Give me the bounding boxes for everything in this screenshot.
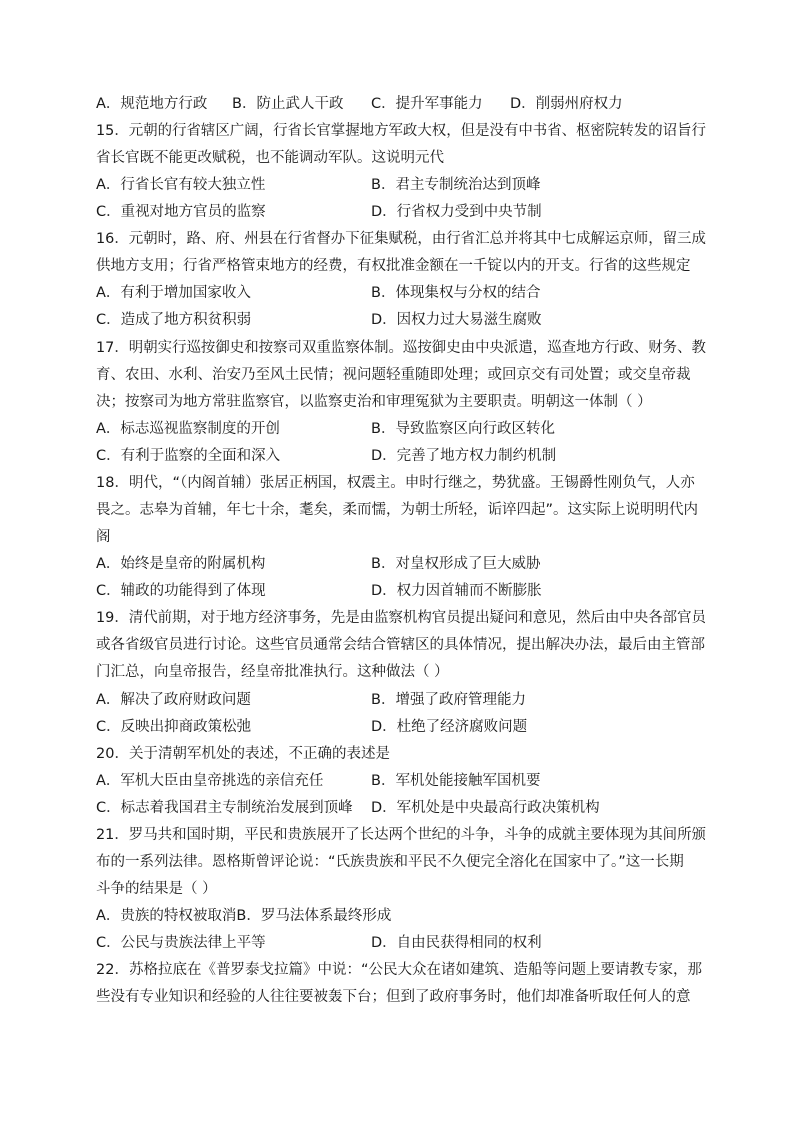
q18-stem-line: 18．明代，“（内阁首辅）张居正柄国，权震主。申时行继之，势犹盛。王锡爵性刚负气，人亦	[96, 475, 695, 491]
q17-option-c[interactable]: C．有利于监察的全面和深入	[96, 448, 281, 464]
q17-stem-line: 育、农田、水利、治安乃至风土民情；视问题轻重随即处理；或回京交有司处置；或交皇帝裁	[96, 367, 691, 383]
q20-option-a[interactable]: A．军机大臣由皇帝挑选的亲信充任	[96, 773, 324, 789]
q15-option-a[interactable]: A．行省长官有较大独立性	[96, 177, 266, 193]
q19-stem-line: 19．清代前期，对于地方经济事务，先是由监察机构官员提出疑问和意见，然后由中央各部官员	[96, 610, 706, 626]
q18-option-a[interactable]: A．始终是皇帝的附属机构	[96, 556, 266, 572]
q17-stem-line: 决；按察司为地方常驻监察官，以监察吏治和审理冤狱为主要职责。明朝这一体制（ ）	[96, 394, 652, 410]
q19-option-d[interactable]: D．杜绝了经济腐败问题	[371, 719, 528, 735]
q22-stem-line: 22．苏格拉底在《普罗泰戈拉篇》中说：“公民大众在诸如建筑、造船等问题上要请教专家，那	[96, 962, 702, 978]
q21-stem-line: 布的一系列法律。恩格斯曾评论说：“氏族贵族和平民不久便完全溶化在国家中了。”这一长期	[96, 854, 684, 870]
q18-stem-line: 畏之。志皋为首辅，年七十余，耄矣，柔而懦，为朝士所轻，诟谇四起”。这实际上说明明代内	[96, 502, 699, 518]
q18-option-d[interactable]: D．权力因首辅而不断膨胀	[371, 583, 542, 599]
q18-stem-line: 阁	[96, 529, 111, 545]
q15-stem-line: 省长官既不能更改赋税，也不能调动军队。这说明元代	[96, 150, 444, 166]
q21-stem-line: 21．罗马共和国时期，平民和贵族展开了长达两个世纪的斗争，斗争的成就主要体现为其间所颁	[96, 827, 706, 843]
q19-stem-line: 门汇总，向皇帝报告，经皇帝批准执行。这种做法（ ）	[96, 664, 449, 680]
q15-stem-line: 15．元朝的行省辖区广阔，行省长官掌握地方军政大权，但是没有中书省、枢密院转发的诏旨行	[96, 123, 706, 139]
q14-option-c[interactable]: C．提升军事能力	[371, 96, 483, 112]
q19-option-b[interactable]: B．增强了政府管理能力	[371, 692, 526, 708]
q15-option-b[interactable]: B．君主专制统治达到顶峰	[371, 177, 541, 193]
q15-option-d[interactable]: D．行省权力受到中央节制	[371, 204, 542, 220]
q18-option-c[interactable]: C．辅政的功能得到了体现	[96, 583, 266, 599]
q17-option-d[interactable]: D．完善了地方权力制约机制	[371, 448, 557, 464]
q19-stem-line: 或各省级官员进行讨论。这些官员通常会结合管辖区的具体情况，提出解决办法，最后由主管部	[96, 637, 705, 653]
q16-stem-line: 16．元朝时，路、府、州县在行省督办下征集赋税，由行省汇总并将其中七成解运京师，留三成	[96, 231, 706, 247]
q14-option-b[interactable]: B．防止武人干政	[232, 96, 344, 112]
q15-option-c[interactable]: C．重视对地方官员的监察	[96, 204, 266, 220]
q17-stem-line: 17．明朝实行巡按御史和按察司双重监察体制。巡按御史由中央派遣，巡查地方行政、财务、教	[96, 340, 706, 356]
q21-option-d[interactable]: D．自由民获得相同的权利	[371, 935, 542, 951]
q16-option-a[interactable]: A．有利于增加国家收入	[96, 285, 251, 301]
q20-option-d[interactable]: D．军机处是中央最高行政决策机构	[371, 800, 600, 816]
q19-option-a[interactable]: A．解决了政府财政问题	[96, 692, 251, 708]
q14-option-a[interactable]: A．规范地方行政	[96, 96, 208, 112]
q18-option-b[interactable]: B．对皇权形成了巨大威胁	[371, 556, 541, 572]
q21-stem-line: 斗争的结果是（ ）	[96, 881, 217, 897]
q16-option-d[interactable]: D．因权力过大易滋生腐败	[371, 312, 542, 328]
q16-option-b[interactable]: B．体现集权与分权的结合	[371, 285, 541, 301]
q21-option-c[interactable]: C．公民与贵族法律上平等	[96, 935, 266, 951]
q14-option-d[interactable]: D．削弱州府权力	[510, 96, 623, 112]
q19-option-c[interactable]: C．反映出抑商政策松弛	[96, 719, 252, 735]
q17-option-a[interactable]: A．标志巡视监察制度的开创	[96, 421, 280, 437]
q22-stem-line: 些没有专业知识和经验的人往往要被轰下台；但到了政府事务时，他们却准备听取任何人的意	[96, 989, 691, 1005]
q17-option-b[interactable]: B．导致监察区向行政区转化	[371, 421, 555, 437]
q20-stem-line: 20．关于清朝军机处的表述，不正确的表述是	[96, 746, 390, 762]
q16-option-c[interactable]: C．造成了地方积贫积弱	[96, 312, 252, 328]
q20-option-b[interactable]: B．军机处能接触军国机要	[371, 773, 541, 789]
q20-option-c[interactable]: C．标志着我国君主专制统治发展到顶峰	[96, 800, 353, 816]
q16-stem-line: 供地方支用；行省严格管束地方的经费，有权批准金额在一千锭以内的开支。行省的这些规定	[96, 258, 691, 274]
q21-option-a-b[interactable]: A．贵族的特权被取消B．罗马法体系最终形成	[96, 908, 392, 924]
